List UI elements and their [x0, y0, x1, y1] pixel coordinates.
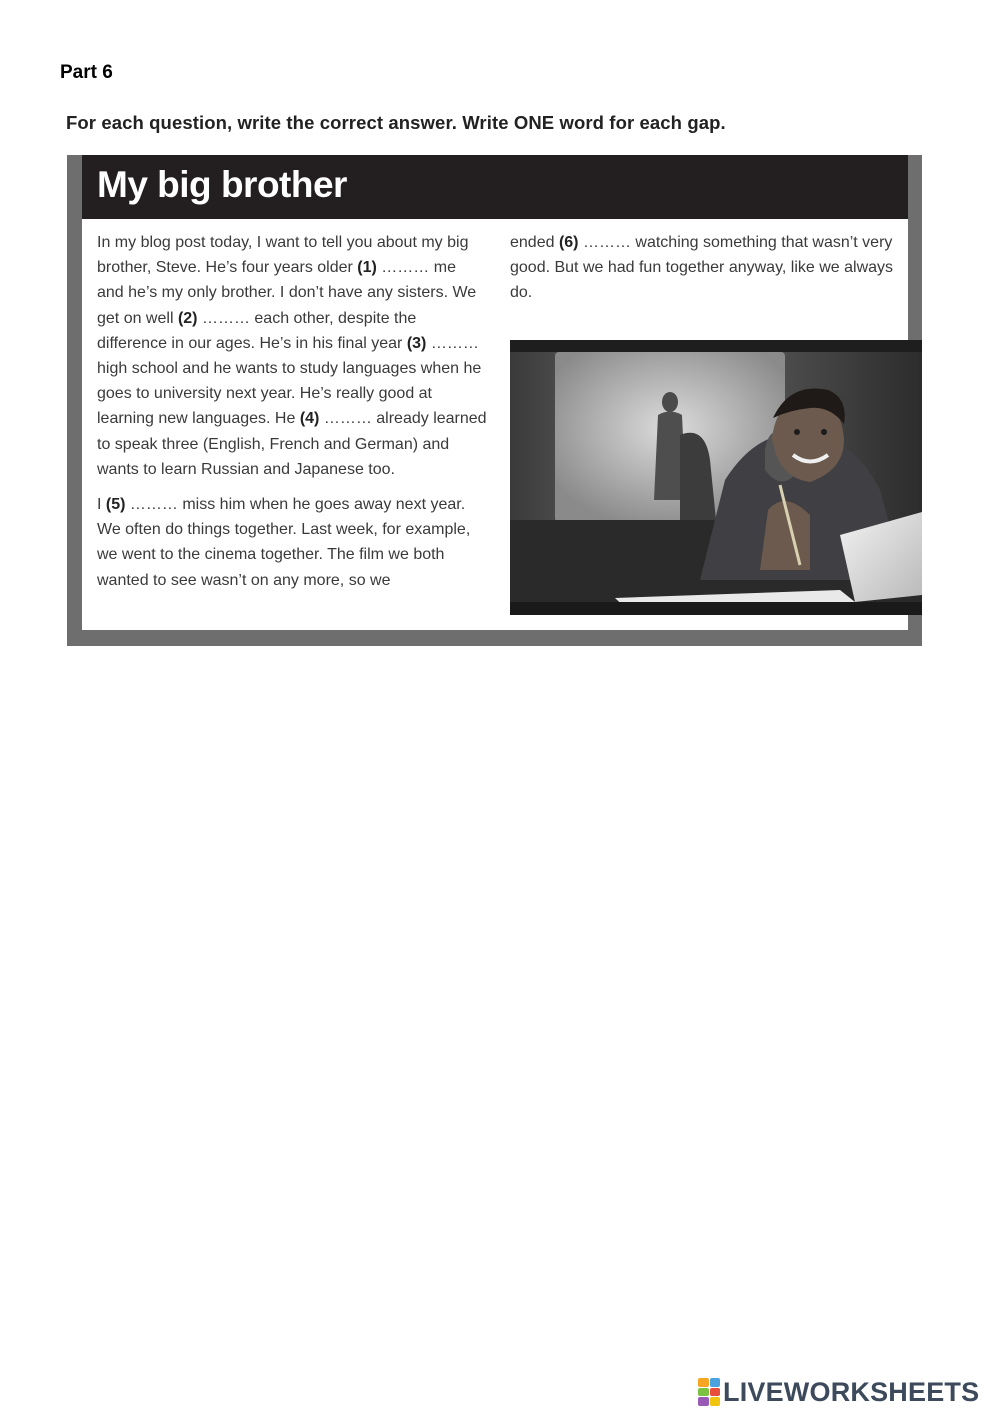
gap-number-1: (1): [357, 259, 377, 277]
article-right-column: [510, 230, 905, 316]
student-photo: [510, 340, 922, 615]
logo-tile: [698, 1378, 709, 1387]
instructions: For each question, write the correct answer. Write ONE word for each gap.: [66, 112, 726, 133]
gap-number-4: (4): [299, 410, 320, 428]
text-run: ……… watching something that wasn’t very good. But we had fun together anyway, like we always do.: [510, 234, 894, 302]
logo-tile: [698, 1397, 709, 1406]
article-paragraph-3: [510, 230, 905, 306]
text-run: ……… me and he’s my only brother. I don’t have any sisters. We get on well: [97, 259, 477, 327]
text-run: ……… high school and he wants to study languages when he goes to university next year. He’s really good at learning new languages. He: [97, 334, 482, 428]
brand-name: LIVEWORKSHEETS: [723, 1376, 980, 1407]
part-label: Part 6: [60, 62, 113, 83]
article-title: My big brother: [97, 164, 347, 205]
logo-tile: [698, 1388, 709, 1397]
article-paragraph-1: [97, 230, 487, 482]
liveworksheets-logo-icon: [698, 1378, 720, 1406]
article-left-column: [97, 230, 487, 603]
gap-number-5: (5): [105, 496, 126, 514]
logo-tile: [710, 1388, 721, 1397]
article-paragraph-2: [97, 492, 487, 593]
student-photo-illustration: [510, 340, 922, 615]
text-run: In my blog post today, I want to tell you about my big brother, Steve. He’s four years older: [97, 234, 469, 277]
liveworksheets-brand: [698, 1377, 979, 1407]
text-run: I: [97, 496, 106, 514]
logo-tile: [710, 1397, 721, 1406]
text-run: ……… miss him when he goes away next year. We often do things together. Last week, for example, we went to the cinema together. The film we both wanted to see wasn’t on any more, so we: [97, 496, 471, 589]
text-run: ended: [510, 234, 559, 251]
gap-number-3: (3): [406, 334, 427, 352]
text-run: ……… each other, despite the difference in our ages. He’s in his final year: [97, 309, 417, 352]
gap-number-6: (6): [558, 234, 579, 251]
text-run: ……… already learned to speak three (English, French and German) and wants to learn Russian and Japanese too.: [97, 410, 487, 478]
logo-tile: [710, 1378, 721, 1387]
gap-number-2: (2): [177, 309, 198, 327]
